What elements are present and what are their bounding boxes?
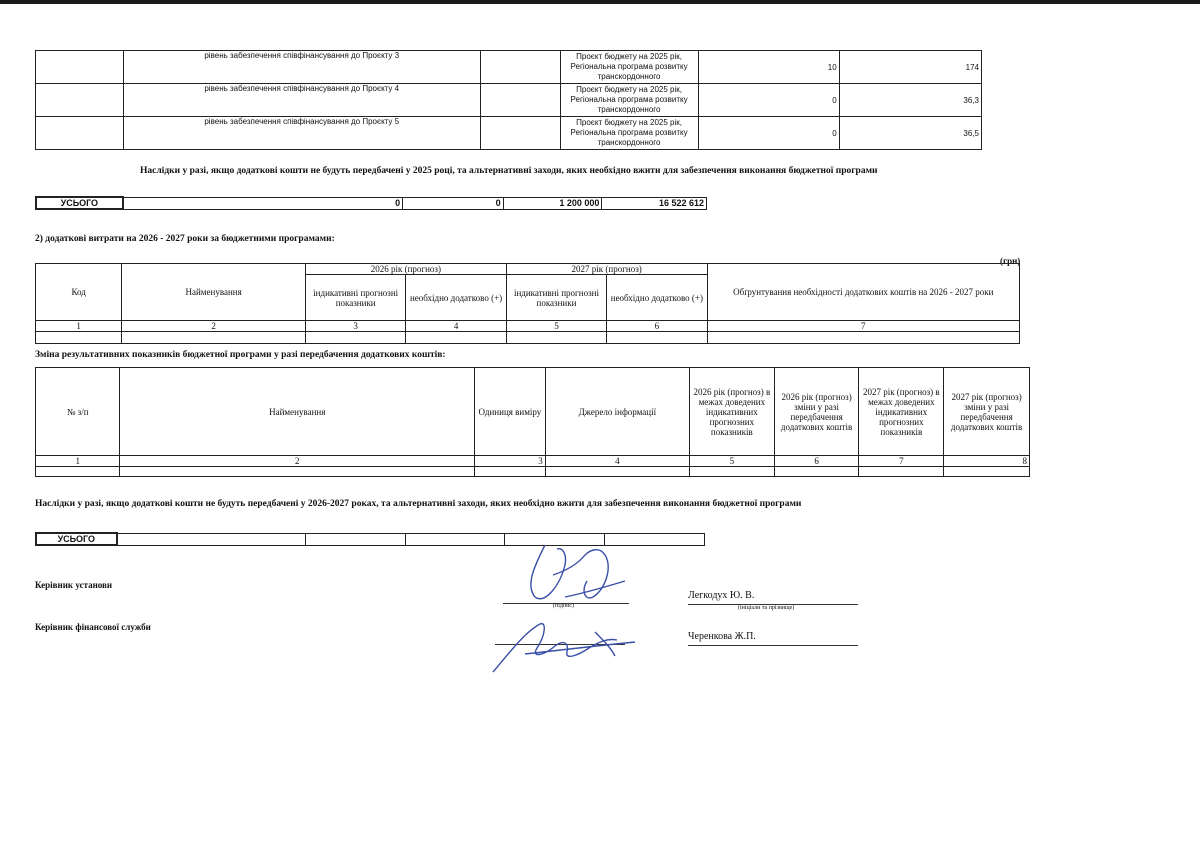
table-row bbox=[36, 84, 982, 117]
section2-unit: (грн) bbox=[1000, 256, 1021, 266]
col-2026-indicative: 2026 рік (прогноз) в межах доведених індикативних прогнозних показників bbox=[689, 368, 774, 456]
section3-title: Зміна результативних показників бюджетної програми у разі передбачення додаткових коштів: bbox=[35, 350, 446, 360]
row-value: 10 bbox=[698, 51, 839, 84]
fin-label: Керівник фінансової служби bbox=[35, 622, 151, 632]
col-indicative-2026: індикативні прогнозні показники bbox=[305, 275, 405, 321]
row-name: рівень забезпечення співфінансування до Проєкту 5 bbox=[123, 117, 480, 150]
total-value: 16 522 612 bbox=[602, 197, 707, 209]
col-source: Джерело інформації bbox=[545, 368, 689, 456]
col-2027-indicative: 2027 рік (прогноз) в межах доведених індикативних прогнозних показників bbox=[859, 368, 944, 456]
total-value: 0 bbox=[403, 197, 503, 209]
scan-top-edge bbox=[0, 0, 1200, 4]
total-label: УСЬОГО bbox=[36, 533, 117, 545]
table-row bbox=[36, 264, 1020, 275]
col-2026-change: 2026 рік (прогноз) зміни у разі передбачення додаткових коштів bbox=[774, 368, 859, 456]
row-value: 36,3 bbox=[839, 84, 981, 117]
table-row bbox=[36, 332, 1020, 344]
col-name: Найменування bbox=[120, 368, 475, 456]
fin-name-line bbox=[688, 645, 858, 646]
table-row bbox=[36, 467, 1030, 477]
table-row: 1 2 3 4 5 6 7 8 bbox=[36, 456, 1030, 467]
row-value: 0 bbox=[698, 84, 839, 117]
consequences-2026-text: Наслідки у разі, якщо додаткові кошти не будуть передбачені у 2026-2027 роках, та альтернативні заходи, яких необхідно вжити для забезпечення виконання бюджетної програми bbox=[35, 499, 802, 509]
table-row bbox=[36, 197, 707, 209]
head-signature bbox=[505, 535, 635, 605]
section2-title: 2) додаткові витрати на 2026 - 2027 роки за бюджетними програмами: bbox=[35, 234, 335, 244]
table-row bbox=[36, 51, 982, 84]
table-row: 1 2 3 4 5 6 7 bbox=[36, 321, 1020, 332]
head-label: Керівник установи bbox=[35, 580, 113, 590]
table-row bbox=[36, 368, 1030, 456]
initials-caption: (ініціали та прізвище) bbox=[738, 605, 795, 611]
col-2027-change: 2027 рік (прогноз) зміни у разі передбачення додаткових коштів bbox=[944, 368, 1030, 456]
col-num: № з/п bbox=[36, 368, 120, 456]
total-label: УСЬОГО bbox=[36, 197, 123, 209]
col-2027: 2027 рік (прогноз) bbox=[506, 264, 707, 275]
fin-signature bbox=[485, 612, 645, 680]
col-needed-2027: необхідно додатково (+) bbox=[607, 275, 707, 321]
fin-name: Черенкова Ж.П. bbox=[688, 631, 756, 642]
row-name: рівень забезпечення співфінансування до Проєкту 4 bbox=[123, 84, 480, 117]
row-name: рівень забезпечення співфінансування до Проєкту 3 bbox=[123, 51, 480, 84]
table-row bbox=[36, 117, 982, 150]
consequences-2025-text: Наслідки у разі, якщо додаткові кошти не будуть передбачені у 2025 році, та альтернативні заходи, яких необхідно вжити для забезпечення виконання бюджетної програми bbox=[140, 166, 878, 176]
col-name: Найменування bbox=[122, 264, 306, 321]
total-value: 0 bbox=[123, 197, 403, 209]
col-unit: Одиниця виміру bbox=[475, 368, 546, 456]
head-name: Легкодух Ю. В. bbox=[688, 590, 755, 601]
col-indicative-2027: індикативні прогнозні показники bbox=[506, 275, 606, 321]
col-code: Код bbox=[36, 264, 122, 321]
row-value: 174 bbox=[839, 51, 981, 84]
row-source: Проєкт бюджету на 2025 рік, Регіональна програма розвитку транскордонного bbox=[560, 51, 698, 84]
total-2025-table bbox=[35, 196, 707, 210]
row-source: Проєкт бюджету на 2025 рік, Регіональна програма розвитку транскордонного bbox=[560, 84, 698, 117]
col-needed-2026: необхідно додатково (+) bbox=[406, 275, 506, 321]
section2-table bbox=[35, 263, 1020, 344]
section3-table bbox=[35, 367, 1030, 477]
col-2026: 2026 рік (прогноз) bbox=[305, 264, 506, 275]
row-value: 0 bbox=[698, 117, 839, 150]
signature-caption: (підпис) bbox=[553, 603, 575, 609]
top-table bbox=[35, 50, 982, 150]
col-justification: Обґрунтування необхідності додаткових коштів на 2026 - 2027 роки bbox=[707, 264, 1019, 321]
row-value: 36,5 bbox=[839, 117, 981, 150]
row-source: Проєкт бюджету на 2025 рік, Регіональна програма розвитку транскордонного bbox=[560, 117, 698, 150]
total-value: 1 200 000 bbox=[503, 197, 602, 209]
